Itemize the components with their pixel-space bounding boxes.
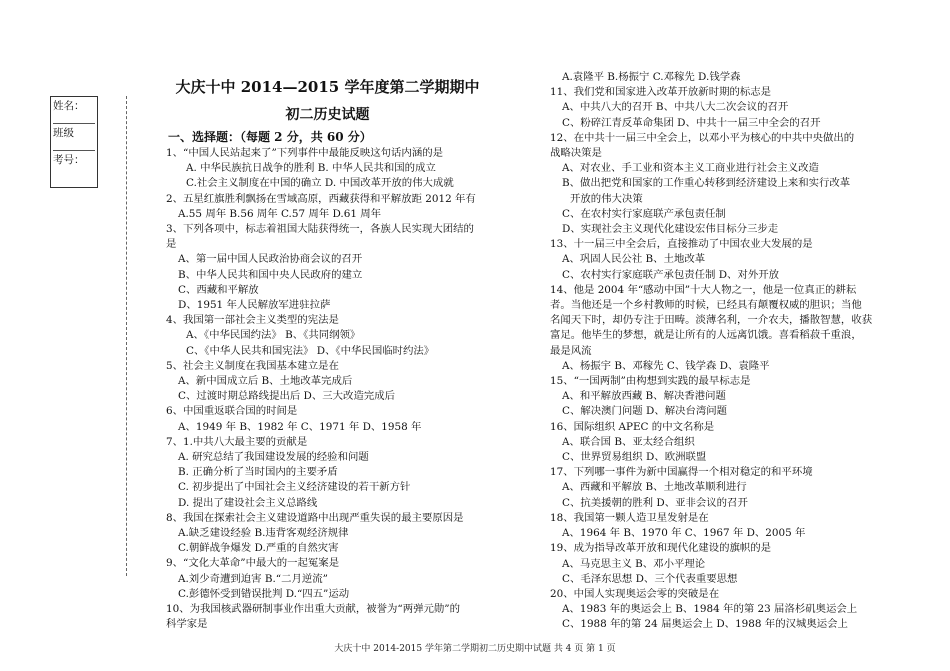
question-line: 4、我国第一部社会主义类型的宪法是 xyxy=(166,314,339,327)
question-line: 5、社会主义制度在我国基本建立是在 xyxy=(166,359,339,372)
question-line: D、1951 年人民解放军进驻拉萨 xyxy=(178,299,331,312)
question-line: A.55 周年 B.56 周年 C.57 周年 D.61 周年 xyxy=(178,207,382,220)
question-line: C、在农村实行家庭联产承包责任制 xyxy=(562,207,726,220)
question-line: C.彭德怀受到错误批判 D.“四五”运动 xyxy=(178,587,350,600)
question-line: 9、“文化大革命”中最大的一起冤案是 xyxy=(166,557,340,570)
question-line: A、马克思主义 B、邓小平理论 xyxy=(562,557,706,570)
question-line: 17、下列哪一事件为新中国赢得一个相对稳定的和平环境 xyxy=(550,466,813,479)
question-line: 8、我国在探索社会主义建设道路中出现严重失误的最主要原因是 xyxy=(166,511,464,524)
question-line: A、新中国成立后 B、土地改革完成后 xyxy=(178,375,353,388)
question-line: A.袁隆平 B.杨振宁 C.邓稼先 D.钱学森 xyxy=(562,71,741,83)
question-line: A.缺乏建设经验 B.违背客观经济规律 xyxy=(178,527,349,540)
question-line: A、1949 年 B、1982 年 C、1971 年 D、1958 年 xyxy=(178,420,422,433)
question-line: A、和平解放西藏 B、解决香港问题 xyxy=(562,390,726,403)
question-line: B、做出把党和国家的工作重心转移到经济建设上来和实行改革 xyxy=(562,177,851,190)
exam-subtitle: 初二历史试题 xyxy=(285,107,370,123)
question-line: 19、成为指导改革开放和现代化建设的旗帜的是 xyxy=(550,542,772,555)
question-line: 2、五星红旗胜利飘扬在雪域高原，西藏获得和平解放距 2012 年有 xyxy=(166,192,476,205)
question-line: 10、为我国核武器研制事业作出重大贡献，被誉为“两弹元勋”的 xyxy=(166,603,460,616)
question-line: 最是风流 xyxy=(550,344,592,357)
question-line: 20、中国人实现奥运会零的突破是在 xyxy=(550,587,720,600)
question-line: 是 xyxy=(166,238,177,251)
question-line: A. 研究总结了我国建设发展的经验和问题 xyxy=(178,451,369,464)
question-line: 3、下列各项中，标志着祖国大陆获得统一，各族人民实现大团结的 xyxy=(166,223,474,236)
question-line: 1、“中国人民站起来了”下列事件中最能反映这句话内涵的是 xyxy=(166,147,443,159)
question-line: C.朝鲜战争爆发 D.严重的自然灾害 xyxy=(178,542,339,555)
question-line: 科学家是 xyxy=(166,618,208,631)
question-line: 14、他是 2004 年“感动中国”十大人物之一，他是一位真正的耕耘 xyxy=(550,283,857,296)
question-line: C、过渡时期总路线提出后 D、三大改造完成后 xyxy=(178,390,396,403)
question-line: 富足。他毕生的梦想，就是让所有的人远离饥饿。喜看稻菽千重浪， xyxy=(550,329,862,342)
question-line: 15、“一国两制”由构想到实践的最早标志是 xyxy=(550,375,751,388)
question-line: C、1988 年的第 24 届奥运会上 D、1988 年的汉城奥运会上 xyxy=(562,618,848,631)
question-line: A、对农业、手工业和资本主义工商业进行社会主义改造 xyxy=(562,162,819,175)
question-line: A、西藏和平解放 B、土地改革顺利进行 xyxy=(562,481,747,494)
right-question-column xyxy=(550,70,872,633)
name-field-label: 姓名： xyxy=(53,100,95,124)
question-line: 16、国际组织 APEC 的中文名称是 xyxy=(550,420,715,433)
question-line: C. 初步提出了中国社会主义经济建设的若干新方针 xyxy=(178,481,411,494)
question-line: C、抗美援朝的胜利 D、亚非会议的召开 xyxy=(562,496,748,509)
question-line: D、实现社会主义现代化建设宏伟目标分三步走 xyxy=(562,223,779,236)
question-line: 名闻天下时，却仍专注于田畴。淡薄名利，一介农夫，播散智慧，收获 xyxy=(550,314,873,327)
question-line: A、杨振宇 B、邓稼先 C、钱学森 D、袁隆平 xyxy=(562,359,770,372)
question-line: A. 中华民族抗日战争的胜利 B. 中华人民共和国的成立 xyxy=(186,162,436,175)
binding-cut-line xyxy=(126,96,127,576)
exam-title: 大庆十中 2014—2015 学年度第二学期期中 xyxy=(175,78,480,96)
page-footer: 大庆十中 2014-2015 学年第二学期初二历史期中试题 共 4 页 第 1 页 xyxy=(334,644,616,654)
question-line: C.社会主义制度在中国的确立 D. 中国改革开放的伟大成就 xyxy=(186,177,454,190)
question-line: 开放的伟大决策 xyxy=(570,192,643,205)
question-line: A、第一届中国人民政治协商会议的召开 xyxy=(178,253,363,266)
question-line: 18、我国第一颗人造卫星发射是在 xyxy=(550,511,709,524)
section-heading: 一、选择题：（每题 2 分，共 60 分） xyxy=(168,130,372,144)
question-line: C、毛泽东思想 D、三个代表重要思想 xyxy=(562,572,738,585)
question-line: B、中华人民共和国中央人民政府的建立 xyxy=(178,268,363,281)
student-info-box xyxy=(50,96,98,188)
question-line: 战略决策是 xyxy=(550,147,602,160)
question-line: 13、十一届三中全会后，直接推动了中国农业大发展的是 xyxy=(550,238,813,251)
question-line: A、1964 年 B、1970 年 C、1967 年 D、2005 年 xyxy=(562,527,806,540)
question-line: A、《中华民国约法》 B、《共同纲领》 xyxy=(186,329,361,342)
question-line: 者。当他还是一个乡村教师的时候，已经具有颠覆权威的胆识；当他 xyxy=(550,299,862,312)
question-line: A.刘少奇遭到迫害 B.“二月逆流” xyxy=(178,572,328,585)
left-question-column xyxy=(166,146,476,633)
question-line: A、1983 年的奥运会上 B、1984 年的第 23 届洛杉矶奥运会上 xyxy=(562,603,858,616)
question-line: A、巩固人民公社 B、土地改革 xyxy=(562,253,706,266)
question-line: C、农村实行家庭联产承包责任制 D、对外开放 xyxy=(562,268,780,281)
question-line: 6、中国重返联合国的时间是 xyxy=(166,405,298,418)
question-line: 12、在中共十一届三中全会上，以邓小平为核心的中共中央做出的 xyxy=(550,131,855,144)
question-line: A、中共八大的召开 B、中共八大二次会议的召开 xyxy=(562,101,789,114)
question-line: C、解决澳门问题 D、解决台湾问题 xyxy=(562,405,728,418)
question-line: C、西藏和平解放 xyxy=(178,283,259,296)
question-line: D. 提出了建设社会主义总路线 xyxy=(178,496,318,509)
question-line: C、世界贸易组织 D、欧洲联盟 xyxy=(562,451,707,464)
question-line: C、《中华人民共和国宪法》 D、《中华民国临时约法》 xyxy=(186,344,435,357)
question-line: C、粉碎江青反革命集团 D、中共十一届三中全会的召开 xyxy=(562,116,821,129)
question-line: B. 正确分析了当时国内的主要矛盾 xyxy=(178,466,338,479)
question-line: 11、我们党和国家进入改革开放新时期的标志是 xyxy=(550,86,772,99)
question-line: A、联合国 B、亚太经合组织 xyxy=(562,435,695,448)
class-field-label: 班级 xyxy=(53,127,95,151)
exam-number-field-label: 考号： xyxy=(53,154,85,166)
question-line: 7、1.中共八大最主要的贡献是 xyxy=(166,435,308,448)
